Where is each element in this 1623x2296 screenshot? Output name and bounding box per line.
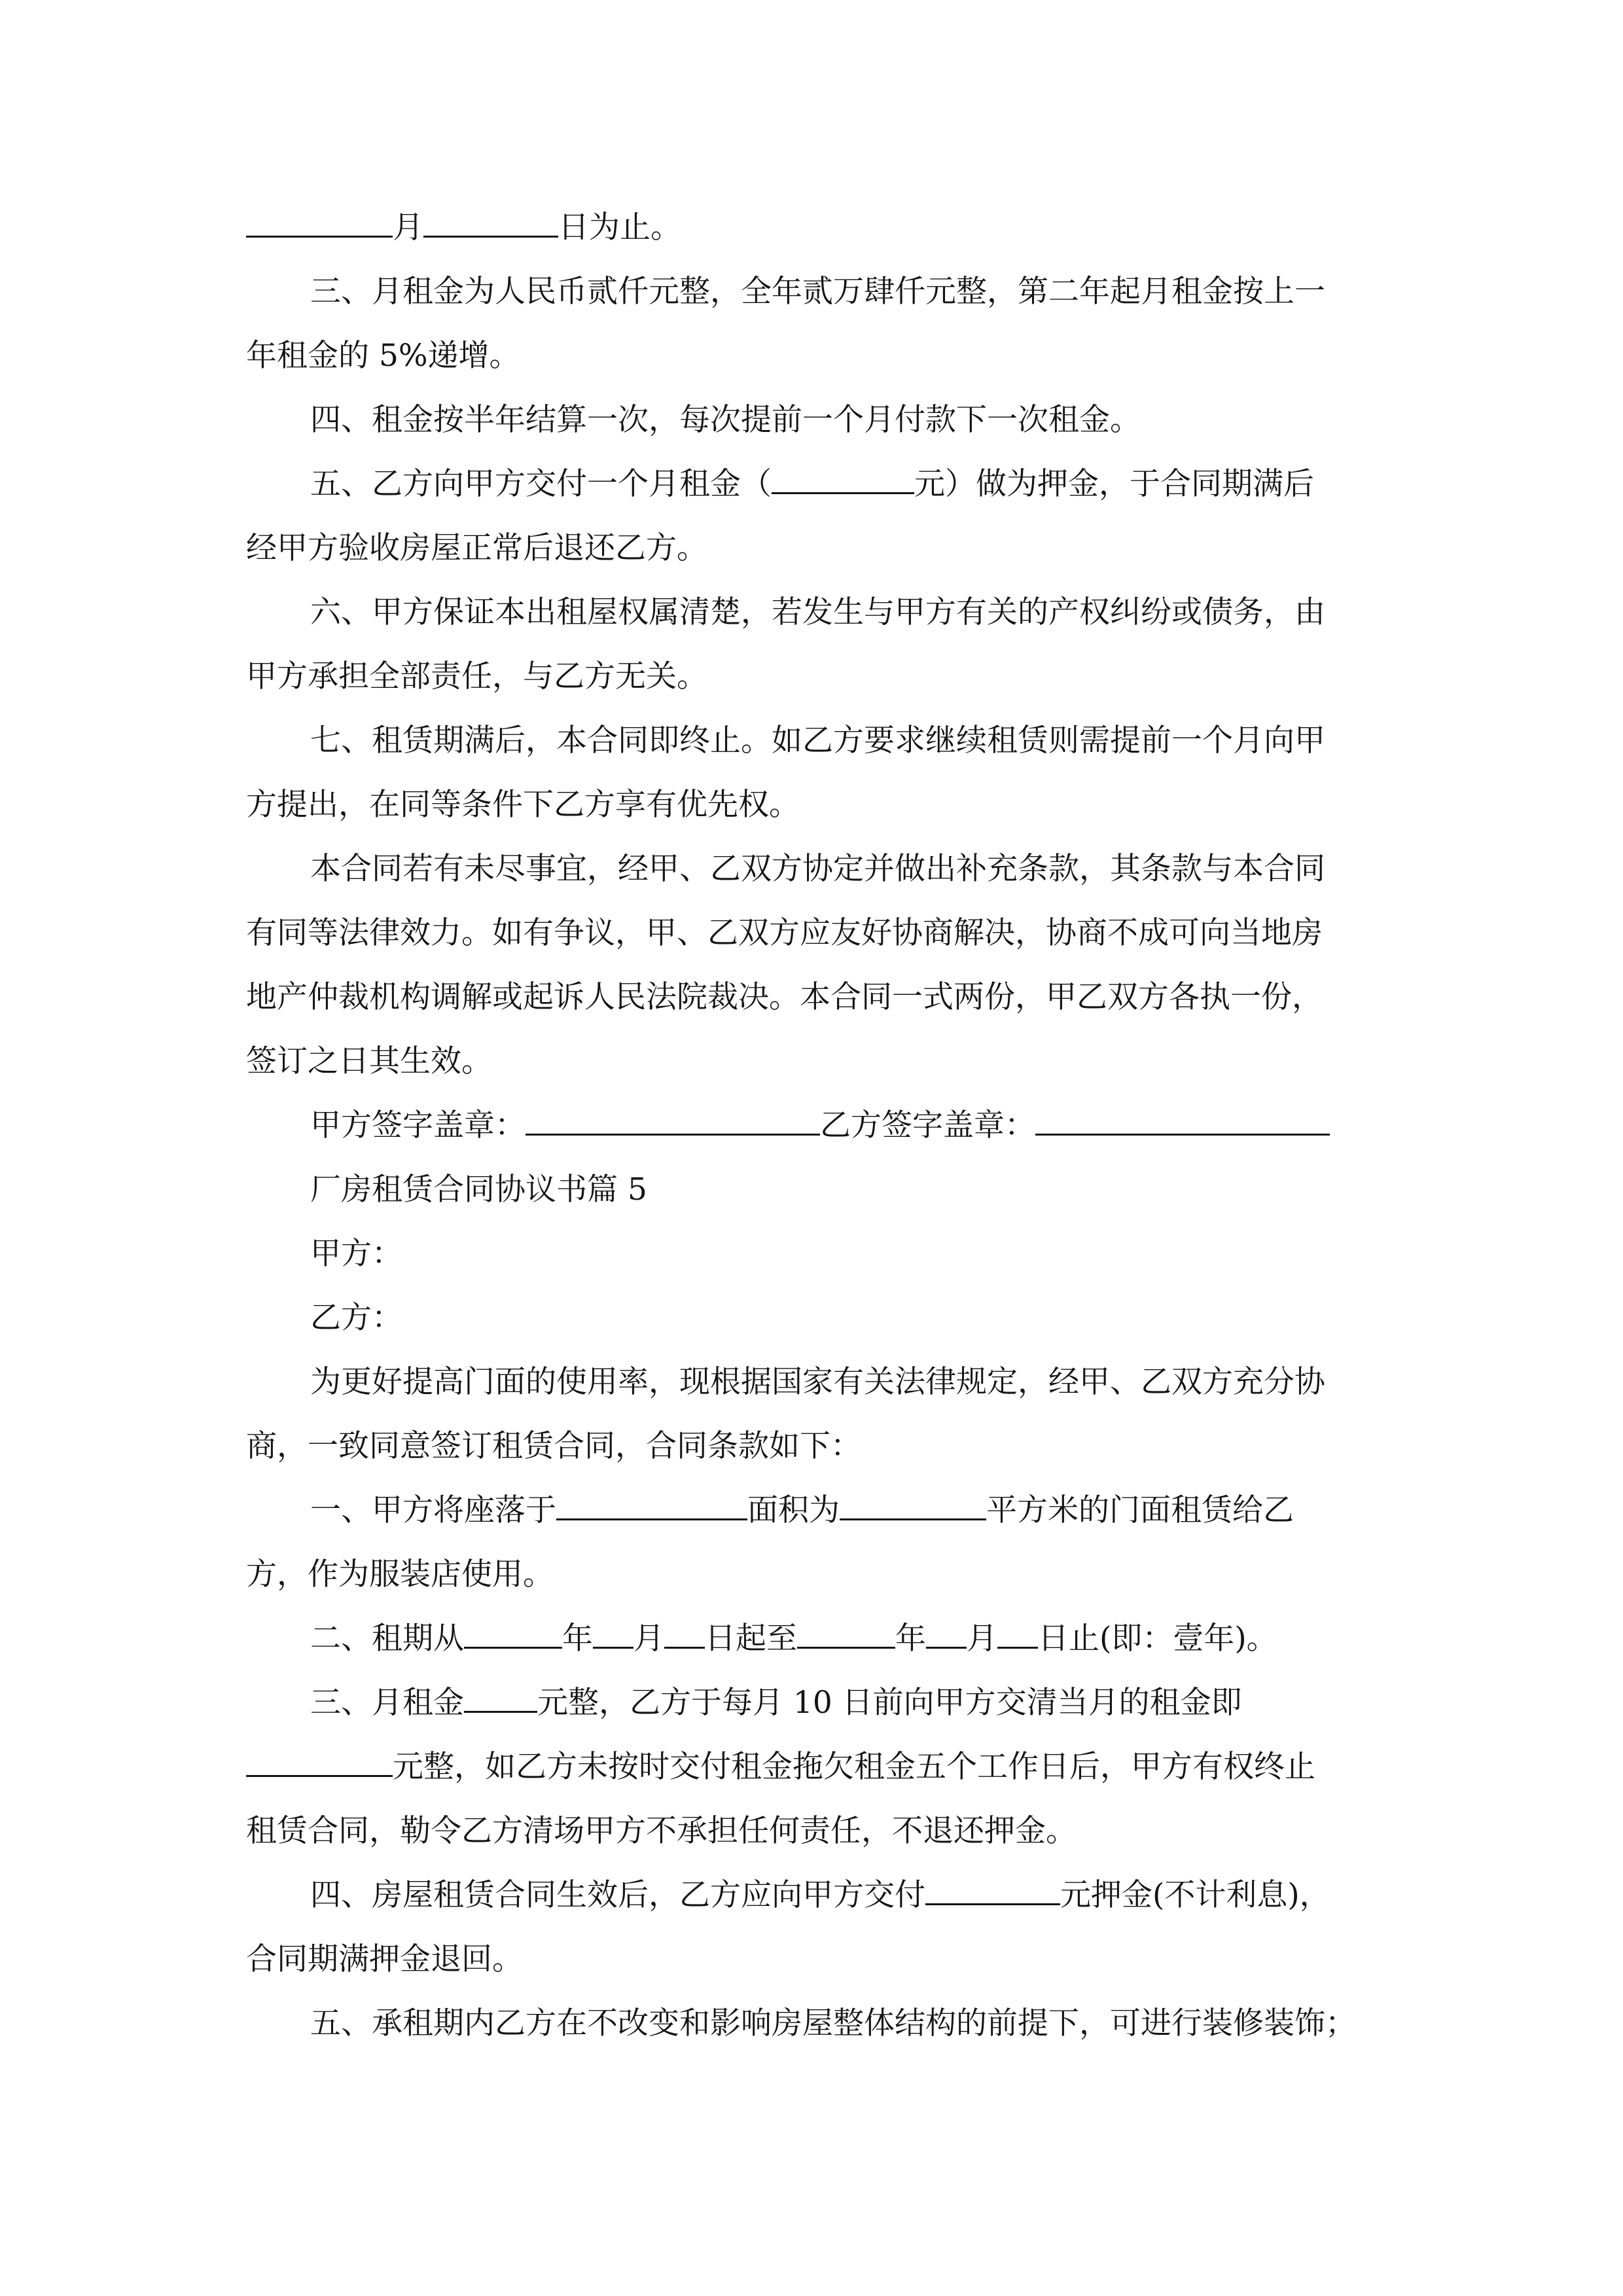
fill-blank xyxy=(772,466,914,494)
text-line: 五、乙方向甲方交付一个月租金（ 元）做为押金，于合同期满后 xyxy=(310,466,1314,502)
text-line: 月 日为止。 xyxy=(246,208,681,247)
fill-blank xyxy=(925,1877,1060,1905)
fill-blank xyxy=(246,209,393,238)
party-b-signature-blank xyxy=(1035,1107,1330,1136)
text-line: 七、租赁期满后，本合同即终止。如乙方要求继续租赁则需提前一个月向甲 xyxy=(310,723,1325,759)
text-line: 地产仲裁机构调解或起诉人民法院裁决。本合同一式两份，甲乙双方各执一份， xyxy=(246,979,1323,1015)
fill-blank xyxy=(997,1621,1038,1649)
text-line: 为更好提高门面的使用率，现根据国家有关法律规定，经甲、乙双方充分协 xyxy=(310,1364,1325,1400)
text-line: 甲方承担全部责任，与乙方无关。 xyxy=(246,658,707,694)
fill-blank xyxy=(423,209,558,238)
party-a-signature-label: 甲方签字盖章： xyxy=(310,1107,526,1143)
text-line: 合同期满押金退回。 xyxy=(246,1941,523,1977)
text-line: 五、承租期内乙方在不改变和影响房屋整体结构的前提下，可进行装修装饰； xyxy=(310,2005,1356,2041)
party-b-signature-label: 乙方签字盖章： xyxy=(820,1107,1035,1143)
text-line: 六、甲方保证本出租屋权属清楚，若发生与甲方有关的产权纠纷或债务，由 xyxy=(310,594,1325,630)
fill-blank xyxy=(464,1685,537,1713)
text-line: 四、租金按半年结算一次，每次提前一个月付款下一次租金。 xyxy=(310,402,1141,438)
party-b-label: 乙方： xyxy=(310,1300,402,1336)
party-a-label: 甲方： xyxy=(310,1236,402,1272)
text-line: 方提出，在同等条件下乙方享有优先权。 xyxy=(246,787,800,823)
text-line: 方，作为服装店使用。 xyxy=(246,1556,554,1592)
fill-blank xyxy=(797,1621,895,1649)
text-line: 年租金的 5%递增。 xyxy=(246,338,520,374)
text-line: 一、甲方将座落于 面积为 平方米的门面租赁给乙 xyxy=(310,1492,1294,1528)
signature-line xyxy=(310,1106,1330,1145)
fill-blank xyxy=(840,1492,986,1520)
section-heading: 厂房租赁合同协议书篇 5 xyxy=(310,1172,647,1208)
fill-blank xyxy=(246,1749,393,1777)
text-line: 三、月租金为人民币贰仟元整，全年贰万肆仟元整，第二年起月租金按上一 xyxy=(310,274,1325,310)
fill-blank xyxy=(556,1492,747,1520)
text-line: 经甲方验收房屋正常后退还乙方。 xyxy=(246,530,707,566)
text-line: 租赁合同，勒令乙方清场甲方不承担任何责任，不退还押金。 xyxy=(246,1813,1077,1849)
text-line: 有同等法律效力。如有争议，甲、乙双方应友好协商解决，协商不成可向当地房 xyxy=(246,915,1323,951)
fill-blank xyxy=(926,1621,967,1649)
party-a-signature-blank xyxy=(526,1107,820,1136)
text-line: 三、月租金 元整，乙方于每月 10 日前向甲方交清当月的租金即 xyxy=(310,1685,1242,1721)
text-line: 四、房屋租赁合同生效后，乙方应向甲方交付 元押金(不计利息)， xyxy=(310,1877,1330,1913)
fill-blank xyxy=(464,1621,562,1649)
text-line: 商，一致同意签订租赁合同，合同条款如下： xyxy=(246,1428,861,1464)
text-line: 元整，如乙方未按时交付租金拖欠租金五个工作日后，甲方有权终止 xyxy=(246,1748,1315,1787)
text-line: 签订之日其生效。 xyxy=(246,1043,492,1079)
fill-blank xyxy=(664,1621,705,1649)
text-line: 本合同若有未尽事宜，经甲、乙双方协定并做出补充条款，其条款与本合同 xyxy=(310,851,1325,887)
text-line: 二、租期从 年 月 日起至 年 月 日止(即：壹年)。 xyxy=(310,1621,1277,1657)
fill-blank xyxy=(593,1621,633,1649)
